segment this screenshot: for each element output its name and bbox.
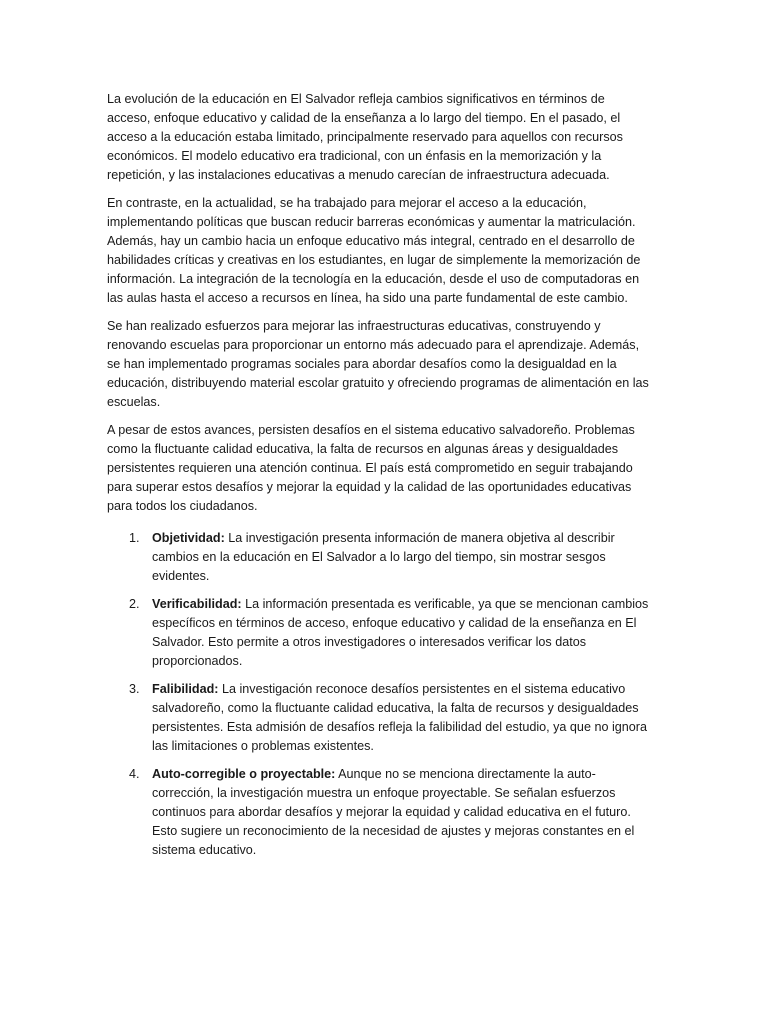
list-text: Aunque no se menciona directamente la auto-corrección, la investigación muestra un enfoque proyectable. Se señalan esfuerzos continuos para abordar desafíos y mejorar la equidad y calidad educativa en el futuro. Esto sugiere un reconocimiento de la necesidad de ajustes y mejoras constantes en el sistema educativo. [152, 767, 635, 857]
list-text: La información presentada es verificable, ya que se mencionan cambios específicos en términos de acceso, enfoque educativo y calidad de la enseñanza en El Salvador. Esto permite a otros investigadores o interesados verificar los datos proporcionados. [152, 597, 649, 668]
list-term: Auto-corregible o proyectable: [152, 767, 336, 781]
numbered-list [107, 529, 650, 860]
paragraph: En contraste, en la actualidad, se ha trabajado para mejorar el acceso a la educación, implementando políticas que buscan reducir barreras económicas y aumentar la matriculación. Además, hay un cambio hacia un enfoque educativo más integral, centrado en el desarrollo de habilidades críticas y creativas en los estudiantes, en lugar de simplemente la memorización de información. La integración de la tecnología en la educación, desde el uso de computadoras en las aulas hasta el acceso a recursos en línea, ha sido una parte fundamental de este cambio. [107, 196, 641, 305]
list-term: Objetividad: [152, 531, 225, 545]
list-number: 4. [129, 767, 140, 781]
list-number: 1. [129, 531, 140, 545]
list-term: Falibilidad: [152, 682, 219, 696]
list-item [107, 595, 650, 671]
paragraph: La evolución de la educación en El Salvador refleja cambios significativos en términos de acceso, enfoque educativo y calidad de la enseñanza a lo largo del tiempo. En el pasado, el acceso a la educación estaba limitado, principalmente reservado para aquellos con recursos económicos. El modelo educativo era tradicional, con un énfasis en la memorización y la repetición, y las instalaciones educativas a menudo carecían de infraestructura adecuada. [107, 92, 623, 182]
list-term: Verificabilidad: [152, 597, 242, 611]
list-item [107, 529, 650, 586]
paragraph: Se han realizado esfuerzos para mejorar las infraestructuras educativas, construyendo y renovando escuelas para proporcionar un entorno más adecuado para el aprendizaje. Además, se han implementado programas sociales para abordar desafíos como la desigualdad en la educación, distribuyendo material escolar gratuito y ofreciendo programas de alimentación en las escuelas. [107, 319, 649, 409]
list-text: La investigación reconoce desafíos persistentes en el sistema educativo salvadoreño, como la fluctuante calidad educativa, la falta de recursos y desigualdades persistentes. Esta admisión de desafíos refleja la falibilidad del estudio, ya que no ignora las limitaciones o problemas existentes. [152, 682, 647, 753]
list-text: La investigación presenta información de manera objetiva al describir cambios en la educación en El Salvador a lo largo del tiempo, sin mostrar sesgos evidentes. [152, 531, 615, 583]
paragraph: A pesar de estos avances, persisten desafíos en el sistema educativo salvadoreño. Problemas como la fluctuante calidad educativa, la falta de recursos en algunas áreas y desigualdades persistentes requieren una atención continua. El país está comprometido en seguir trabajando para superar estos desafíos y mejorar la equidad y la calidad de las oportunidades educativas para todos los ciudadanos. [107, 423, 635, 513]
list-number: 3. [129, 682, 140, 696]
list-item [107, 765, 650, 860]
list-item [107, 680, 650, 756]
list-number: 2. [129, 597, 140, 611]
